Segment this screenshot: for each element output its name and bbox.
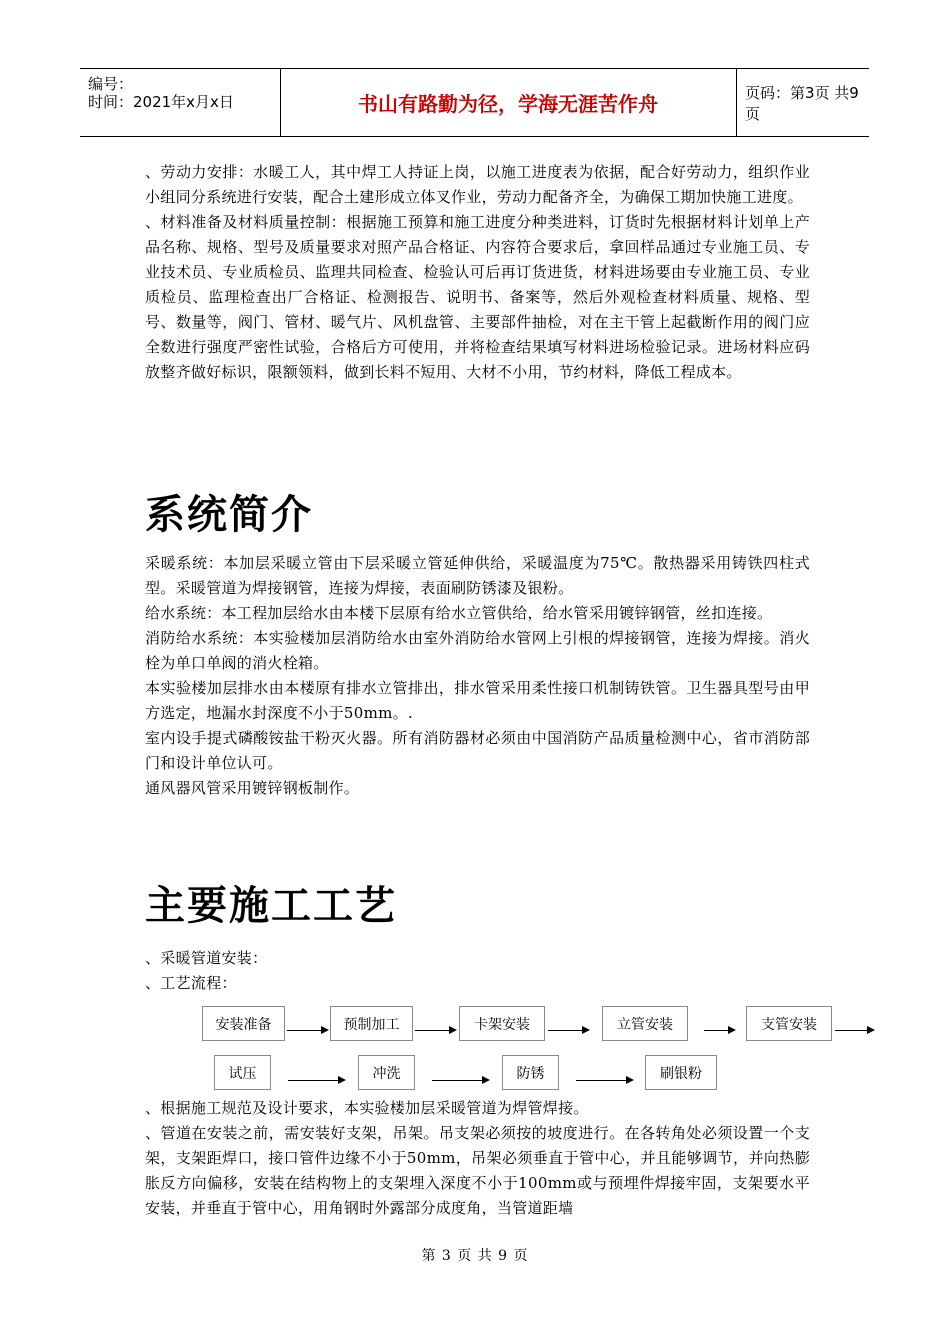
flow-step: 预制加工 (330, 1006, 413, 1041)
extinguisher-paragraph: 室内设手提式磷酸铵盐干粉灭火器。所有消防器材必须由中国消防产品质量检测中心，省市消防部门和设计单位认可。 (145, 729, 810, 772)
materials-paragraph: 、材料准备及材料质量控制：根据施工预算和施工进度分种类进料，订货时先根据材料计划单上产品名称、规格、型号及质量要求对照产品合格证、内容符合要求后，拿回样品通过专业施工员、专业技术员、专业质检员、监理共同检查、检验认可后再订货进货，材料进场要由专业施工员、专业质检员、监理检查出厂合格证、检测报告、说明书、备案等，然后外观检查材料质量、规格、型号、数量等，阀门、管材、暖气片、风机盘管、主要部件抽检，对在主干管上起截断作用的阀门应全数进行强度严密性试验，合格后方可使用，并将检查结果填写材料进场检验记录。进场材料应码放整齐做好标识，限额领料，做到长料不短用、大材不小用，节约材料，降低工程成本。 (145, 213, 810, 381)
process-intro (145, 946, 810, 996)
section-title-process: 主要施工工艺 (145, 883, 397, 929)
ventilation-paragraph: 通风器风管采用镀锌钢板制作。 (145, 779, 360, 797)
flow-arrow (835, 1030, 873, 1031)
flow-step: 冲洗 (358, 1055, 415, 1090)
process-flow-line: 、工艺流程： (145, 974, 237, 992)
heating-pipe-line: 、采暖管道安装： (145, 949, 268, 967)
page-footer: 第 3 页 共 9 页 (421, 1248, 529, 1264)
flow-step: 安装准备 (202, 1006, 285, 1041)
water-supply-paragraph: 给水系统：本工程加层给水由本楼下层原有给水立管供给，给水管采用镀锌钢管，丝扣连接。 (145, 604, 773, 622)
flow-arrow (287, 1030, 327, 1031)
section-title-system: 系统简介 (145, 492, 313, 538)
header-info (80, 69, 281, 136)
flow-arrow (548, 1030, 588, 1031)
flow-arrow (288, 1080, 344, 1081)
flow-step: 刷银粉 (645, 1055, 717, 1090)
flow-arrow (704, 1030, 734, 1031)
header-motto: 书山有路勤为径，学海无涯苦作舟 (280, 69, 737, 136)
system-section (145, 551, 810, 801)
number-label: 编号： (88, 75, 134, 93)
support-paragraph: 、管道在安装之前，需安装好支架，吊架。吊支架必须按的坡度进行。在各转角处必须设置一个支架，支架距焊口，接口管件边缘不小于50mm，吊架必须垂直于管中心，并且能够调节，并向热膨胀反方向偏移，安装在结构物上的支架埋入深度不小于100mm或与预埋件焊接牢固，支架要水平安装，并垂直于管中心，用角钢时外露部分成度角，当管道距墙 (145, 1124, 810, 1217)
flow-arrow (576, 1080, 632, 1081)
time-label: 时间：2021年x月x日 (88, 93, 234, 111)
fire-water-paragraph: 消防给水系统：本实验楼加层消防给水由室外消防给水管网上引根的焊接钢管，连接为焊接。消火栓为单口单阀的消火栓箱。 (145, 629, 810, 672)
labor-paragraph: 、劳动力安排：水暖工人，其中焊工人持证上岗，以施工进度表为依据，配合好劳动力，组织作业小组同分系统进行安装，配合土建形成立体叉作业，劳动力配备齐全，为确保工期加快施工进度。 (145, 163, 810, 206)
flow-step: 支管安装 (746, 1006, 832, 1041)
flow-step: 卡架安装 (459, 1006, 545, 1041)
drainage-paragraph: 本实验楼加层排水由本楼原有排水立管排出，排水管采用柔性接口机制铸铁管。卫生器具型号由甲方选定，地漏水封深度不小于50mm。. (145, 679, 810, 722)
process-details (145, 1096, 810, 1221)
flow-arrow (432, 1080, 488, 1081)
flow-step: 立管安装 (602, 1006, 688, 1041)
flow-step: 试压 (214, 1055, 271, 1090)
flow-step: 防锈 (502, 1055, 559, 1090)
welding-paragraph: 、根据施工规范及设计要求，本实验楼加层采暖管道为焊管焊接。 (145, 1099, 589, 1117)
heating-paragraph: 采暖系统：本加层采暖立管由下层采暖立管延伸供给，采暖温度为75℃。散热器采用铸铁四柱式型。采暖管道为焊接钢管，连接为焊接，表面刷防锈漆及银粉。 (145, 554, 810, 597)
flow-arrow (415, 1030, 455, 1031)
intro-section (145, 160, 810, 385)
page-header (80, 68, 869, 137)
header-page-code: 页码：第3页 共9页 (745, 83, 859, 123)
